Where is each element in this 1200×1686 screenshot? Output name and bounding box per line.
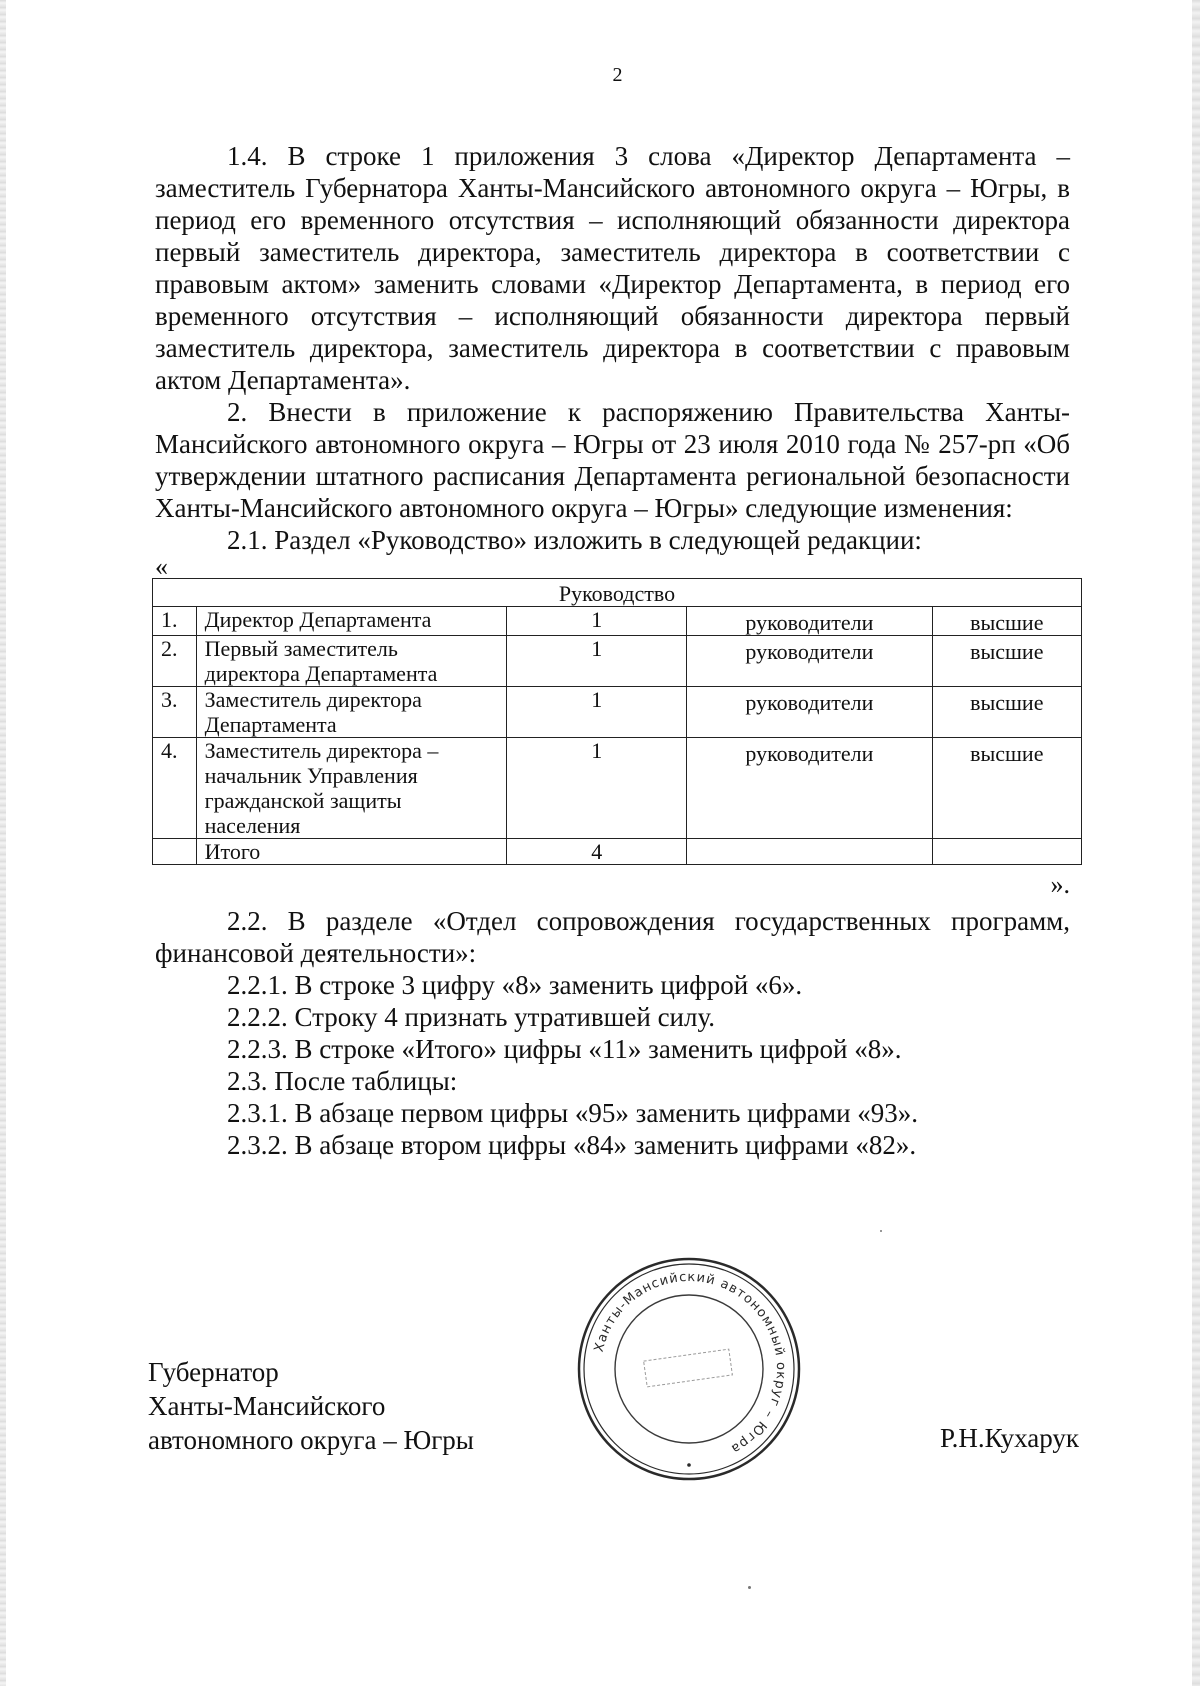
total-group: [932, 839, 1081, 865]
position-count: 1: [507, 636, 687, 687]
row-number: 2.: [153, 636, 197, 687]
signatory-title: [148, 1355, 474, 1457]
total-count: 4: [507, 839, 687, 865]
scan-speck: [748, 1586, 751, 1589]
position-count: 1: [507, 738, 687, 839]
position-name: Заместитель директора – начальник Управления гражданской защиты населения: [196, 738, 507, 839]
position-name: Первый заместитель директора Департамента: [196, 636, 507, 687]
table-section-title: Руководство: [153, 579, 1082, 607]
position-category: руководители: [687, 738, 932, 839]
position-category: руководители: [687, 636, 932, 687]
row-number: 3.: [153, 687, 197, 738]
official-seal-stamp: [575, 1255, 803, 1483]
signatory-title-line-1: Губернатор: [148, 1357, 279, 1387]
table-section-header-row: [153, 579, 1082, 607]
scan-speck: [880, 1230, 882, 1232]
page-number: 2: [612, 64, 623, 86]
row-number: 1.: [153, 607, 197, 636]
signatory-name: Р.Н.Кухарук: [940, 1423, 1080, 1453]
paragraph-2: 2. Внести в приложение к распоряжению Правительства Ханты-Мансийского автономного округа – Югры от 23 июля 2010 года № 257-рп «Об утверждении штатного расписания Департамента региональной безопасности Ханты-Мансийского автономного округа – Югры» следующие изменения:: [155, 397, 1070, 523]
total-row-number: [153, 839, 197, 865]
position-category: руководители: [687, 607, 932, 636]
paragraph-2-3-2: 2.3.2. В абзаце втором цифры «84» заменить цифрами «82».: [227, 1130, 917, 1160]
position-group: высшие: [932, 687, 1081, 738]
position-group: высшие: [932, 607, 1081, 636]
total-category: [687, 839, 932, 865]
position-group: высшие: [932, 636, 1081, 687]
paragraph-2-2-3: 2.2.3. В строке «Итого» цифры «11» заменить цифрой «8».: [227, 1034, 902, 1064]
table-row: [153, 607, 1082, 636]
paragraph-2-3-1: 2.3.1. В абзаце первом цифры «95» заменить цифрами «93».: [227, 1098, 919, 1128]
quote-close-mark: ».: [1050, 870, 1070, 899]
svg-text:Ханты-Мансийский автономный ок: [592, 1270, 788, 1457]
total-label: Итого: [196, 839, 507, 865]
leadership-table: [152, 578, 1082, 865]
table-row: [153, 636, 1082, 687]
scan-edge-right: [1192, 0, 1200, 1686]
position-count: 1: [507, 687, 687, 738]
paragraph-2-2-2: 2.2.2. Строку 4 признать утратившей силу.: [227, 1002, 716, 1032]
position-group: высшие: [932, 738, 1081, 839]
paragraph-2-3: 2.3. После таблицы:: [227, 1066, 458, 1096]
paragraph-1-4: 1.4. В строке 1 приложения 3 слова «Директор Департамента – заместитель Губернатора Ханты-Мансийского автономного округа – Югры, в период его временного отсутствия – исполняющий обязанности директора первый заместитель директора, заместитель директора в соответствии с правовым актом» заменить словами «Директор Департамента, в период его временного отсутствия – исполняющий обязанности директора первый заместитель директора, заместитель директора в соответствии с правовым актом Департамента».: [155, 141, 1070, 395]
paragraph-2-2: 2.2. В разделе «Отдел сопровождения государственных программ, финансовой деятельности»:: [155, 906, 1070, 968]
table-row: [153, 687, 1082, 738]
signatory-title-line-2: Ханты-Мансийского: [148, 1391, 386, 1421]
signatory-title-line-3: автономного округа – Югры: [148, 1425, 474, 1455]
table-total-row: [153, 839, 1082, 865]
position-category: руководители: [687, 687, 932, 738]
position-count: 1: [507, 607, 687, 636]
position-name: Директор Департамента: [196, 607, 507, 636]
table-row: [153, 738, 1082, 839]
paragraph-2-2-1: 2.2.1. В строке 3 цифру «8» заменить цифрой «6».: [227, 970, 803, 1000]
document-body: [155, 140, 1070, 1161]
seal-text: Ханты-Мансийский автономный округ – Югра: [591, 1269, 789, 1457]
paragraph-2-1: 2.1. Раздел «Руководство» изложить в следующей редакции:: [227, 525, 922, 555]
position-name: Заместитель директора Департамента: [196, 687, 507, 738]
quote-open-mark: «: [155, 552, 168, 581]
row-number: 4.: [153, 738, 197, 839]
scan-edge-left: [0, 0, 6, 1686]
